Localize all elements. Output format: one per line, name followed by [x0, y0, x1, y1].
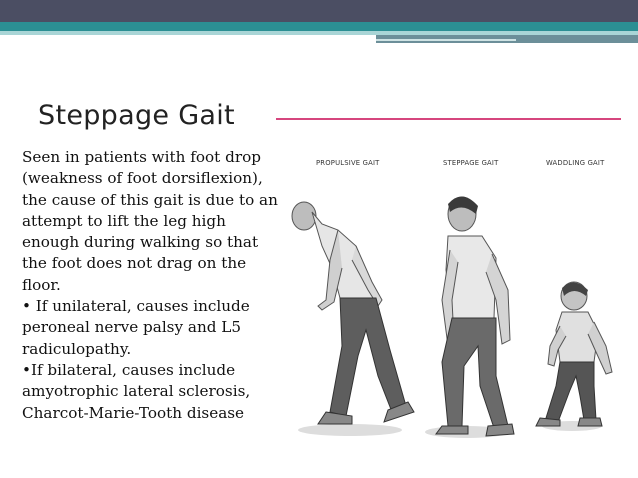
label-propulsive-gait: PROPULSIVE GAIT: [316, 159, 380, 167]
label-waddling-gait: WADDLING GAIT: [546, 159, 605, 167]
header-accent-line: [376, 39, 516, 41]
propulsive-gait-figure: [292, 202, 414, 424]
header-bar-teal: [0, 22, 638, 31]
waddling-gait-figure: [536, 282, 612, 426]
paragraph-description: Seen in patients with foot drop (weakness of foot dorsiflexion), the cause of this gait is due to an attempt to lift the leg high enough during walking so that the foot does not drag on the floor.: [22, 148, 278, 294]
paragraph-bilateral: •If bilateral, causes include amyotrophic lateral sclerosis, Charcot-Marie-Tooth disease: [22, 360, 251, 422]
label-steppage-gait: STEPPAGE GAIT: [443, 159, 499, 167]
paragraph-unilateral: • If unilateral, causes include peroneal nerve palsy and L5 radiculopathy.: [22, 297, 250, 358]
slide-body: [22, 147, 282, 424]
title-underline: [276, 118, 621, 120]
header-bar-dark: [0, 0, 638, 22]
floor-shadow: [298, 424, 402, 436]
steppage-gait-figure: [436, 196, 514, 436]
gait-illustration: [282, 150, 632, 450]
slide-title: Steppage Gait: [38, 100, 235, 131]
